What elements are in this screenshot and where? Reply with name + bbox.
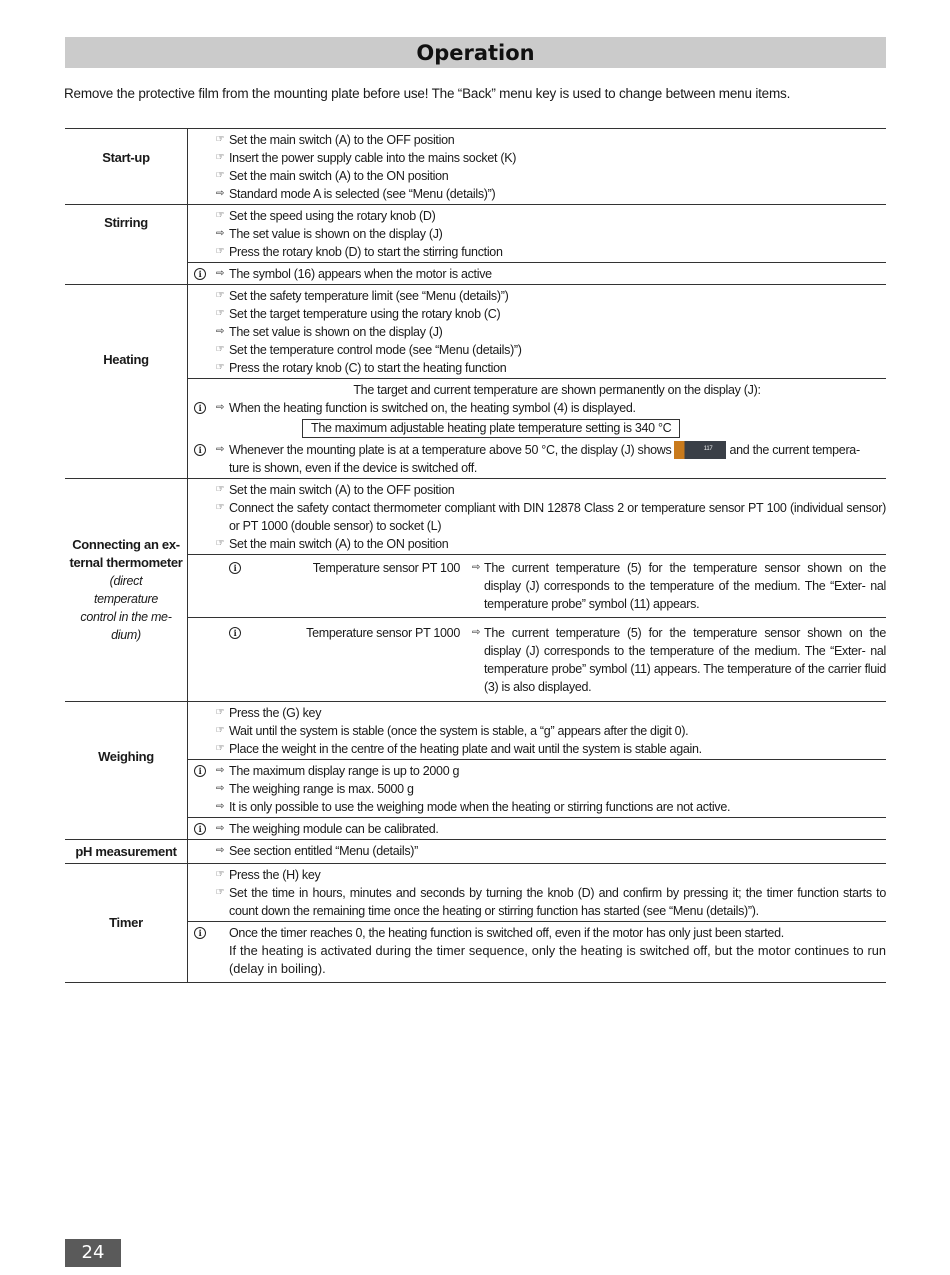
section-stirring (65, 205, 886, 285)
list-item: ⇨ The set value is shown on the display (J) (188, 225, 886, 243)
list-item: ⇨ See section entitled “Menu (details)” (188, 842, 886, 860)
list-item: ☞ Set the speed using the rotary knob (D) (188, 207, 886, 225)
section-label: Connecting an ex- ternal thermometer (direct temperature control in the me- dium) (65, 479, 188, 701)
page-number: 24 (65, 1239, 121, 1267)
list-item: ☞ Set the main switch (A) to the OFF position (188, 131, 886, 149)
sensor-row-pt100: i Temperature sensor PT 100 ⇨ The current temperature (5) for the temperature sensor shown on the display (J) corresponds to the temperature of the medium. The “Exter- nal temperature probe” symbol (11) appears. (188, 557, 886, 617)
list-item: ☞ Set the temperature control mode (see “Menu (details)”) (188, 341, 886, 359)
list-item: ☞ Press the rotary knob (D) to start the stirring function (188, 243, 886, 261)
list-item: ⇨ The set value is shown on the display (J) (188, 323, 886, 341)
info-icon: i (194, 823, 206, 835)
pointing-hand-icon: ☞ (215, 707, 225, 718)
list-item: ☞ Set the time in hours, minutes and seconds by turning the knob (D) and confirm by pressing it; the timer function starts to count down the remaining time once the heating or stirring function has started (see “Menu (details)”). (188, 884, 886, 920)
arrow-right-icon: ⇨ (215, 444, 225, 455)
page-title: Operation (416, 40, 535, 65)
pointing-hand-icon: ☞ (215, 152, 225, 163)
info-icon: i (194, 927, 206, 939)
max-temperature-box: The maximum adjustable heating plate temperature setting is 340 °C (302, 419, 680, 438)
arrow-right-icon: ⇨ (215, 228, 225, 239)
arrow-right-icon: ⇨ (215, 268, 225, 279)
arrow-right-icon: ⇨ (215, 783, 225, 794)
list-item: ☞ Wait until the system is stable (once the system is stable, a “g” appears after the digit 0). (188, 722, 886, 740)
arrow-right-icon: ⇨ (215, 188, 225, 199)
pointing-hand-icon: ☞ (215, 887, 225, 898)
section-label: Heating (65, 285, 188, 478)
info-icon: i (229, 562, 241, 574)
list-item: ☞ Press the rotary knob (C) to start the heating function (188, 359, 886, 377)
operation-table (65, 128, 886, 983)
arrow-right-icon: ⇨ (215, 801, 225, 812)
list-item: ☞ Set the safety temperature limit (see “Menu (details)”) (188, 287, 886, 305)
hot-display-image: 117 (674, 441, 726, 459)
display-note: The target and current temperature are shown permanently on the display (J): (353, 383, 761, 397)
header-bar (65, 37, 886, 68)
list-item: ☞ Press the (G) key (188, 704, 886, 722)
pointing-hand-icon: ☞ (215, 362, 225, 373)
pointing-hand-icon: ☞ (215, 869, 225, 880)
section-external-thermometer (65, 479, 886, 702)
section-label: Timer (65, 864, 188, 982)
section-ph-measurement (65, 840, 886, 864)
section-label: Weighing (65, 702, 188, 839)
list-item: ⇨ Standard mode A is selected (see “Menu (details)”) (188, 185, 886, 203)
sensor-row-pt1000: i Temperature sensor PT 1000 ⇨ The current temperature (5) for the temperature sensor shown on the display (J) corresponds to the temperature of the medium. The “Exter- nal temperature probe” symbol (11) appears. The temperature of the carrier fluid (3) is also displayed. (188, 617, 886, 700)
info-icon: i (194, 268, 206, 280)
list-item: ☞ Set the target temperature using the rotary knob (C) (188, 305, 886, 323)
arrow-right-icon: ⇨ (215, 823, 225, 834)
info-icon: i (229, 627, 241, 639)
pointing-hand-icon: ☞ (215, 725, 225, 736)
arrow-right-icon: ⇨ (215, 845, 225, 856)
list-item: ☞ Set the main switch (A) to the ON position (188, 167, 886, 185)
section-label: Start-up (65, 129, 188, 204)
section-heating: Heating ☞ Set the safety temperature limit (see “Menu (details)”) ☞ Set the target temperature using the rotary knob (C) ⇨ The set value is shown on the display (J) ☞ Set the temperature control mode (see “Menu (details)”) ☞ Press the rotary knob (C) to start the heating function The target and current temperature are shown permanently on the display (J): i ⇨ When the heating function is switched on, the heating symbol (4) is displayed. The maximum adjustable heating plate temperature setting is 340 °C i ⇨ Whenever the mounting plate is at a temperature above 50 °C, the display (J) shows 117 and the current tempera- ture is shown, even if the device is switched off. (65, 285, 886, 479)
info-icon: i (194, 402, 206, 414)
section-weighing (65, 702, 886, 840)
list-item: ☞ Place the weight in the centre of the heating plate and wait until the system is stable again. (188, 740, 886, 758)
arrow-right-icon: ⇨ (215, 402, 225, 413)
info-note: i ⇨ The weighing module can be calibrated. (188, 820, 886, 838)
info-note: i Once the timer reaches 0, the heating function is switched off, even if the motor has only just been started. (188, 924, 886, 942)
info-note: If the heating is activated during the timer sequence, only the heating is switched off, but the motor continues to run (delay in boiling). (229, 943, 886, 976)
pointing-hand-icon: ☞ (215, 344, 225, 355)
pointing-hand-icon: ☞ (215, 170, 225, 181)
info-note: i ⇨ The maximum display range is up to 2000 g (188, 762, 886, 780)
pointing-hand-icon: ☞ (215, 308, 225, 319)
pointing-hand-icon: ☞ (215, 484, 225, 495)
section-startup (65, 129, 886, 205)
info-note: ⇨ The weighing range is max. 5000 g (188, 780, 886, 798)
info-note: i ⇨ Whenever the mounting plate is at a temperature above 50 °C, the display (J) shows 117 and the current tempera- (188, 441, 886, 459)
list-item: ☞ Set the main switch (A) to the OFF position (188, 481, 886, 499)
pointing-hand-icon: ☞ (215, 502, 225, 513)
list-item: ☞ Insert the power supply cable into the mains socket (K) (188, 149, 886, 167)
intro-text: Remove the protective film from the mounting plate before use! The “Back” menu key is used to change between menu items. (64, 86, 791, 101)
section-timer (65, 864, 886, 983)
pointing-hand-icon: ☞ (215, 538, 225, 549)
arrow-right-icon: ⇨ (215, 326, 225, 337)
pointing-hand-icon: ☞ (215, 134, 225, 145)
info-note: i ⇨ When the heating function is switched on, the heating symbol (4) is displayed. (188, 399, 886, 417)
pointing-hand-icon: ☞ (215, 246, 225, 257)
info-note: ⇨ It is only possible to use the weighing mode when the heating or stirring functions are not active. (188, 798, 886, 816)
list-item: ☞ Set the main switch (A) to the ON position (188, 535, 886, 553)
arrow-right-icon: ⇨ (471, 562, 481, 573)
section-label: Stirring (65, 205, 188, 284)
arrow-right-icon: ⇨ (471, 627, 481, 638)
pointing-hand-icon: ☞ (215, 743, 225, 754)
info-note: i ⇨ The symbol (16) appears when the motor is active (188, 265, 886, 283)
info-icon: i (194, 765, 206, 777)
info-icon: i (194, 444, 206, 456)
pointing-hand-icon: ☞ (215, 210, 225, 221)
list-item: ☞ Connect the safety contact thermometer compliant with DIN 12878 Class 2 or temperature sensor PT 100 (individual sensor) or PT 1000 (double sensor) to socket (L) (188, 499, 886, 535)
list-item: ☞ Press the (H) key (188, 866, 886, 884)
pointing-hand-icon: ☞ (215, 290, 225, 301)
section-label: pH measurement (65, 840, 188, 863)
arrow-right-icon: ⇨ (215, 765, 225, 776)
